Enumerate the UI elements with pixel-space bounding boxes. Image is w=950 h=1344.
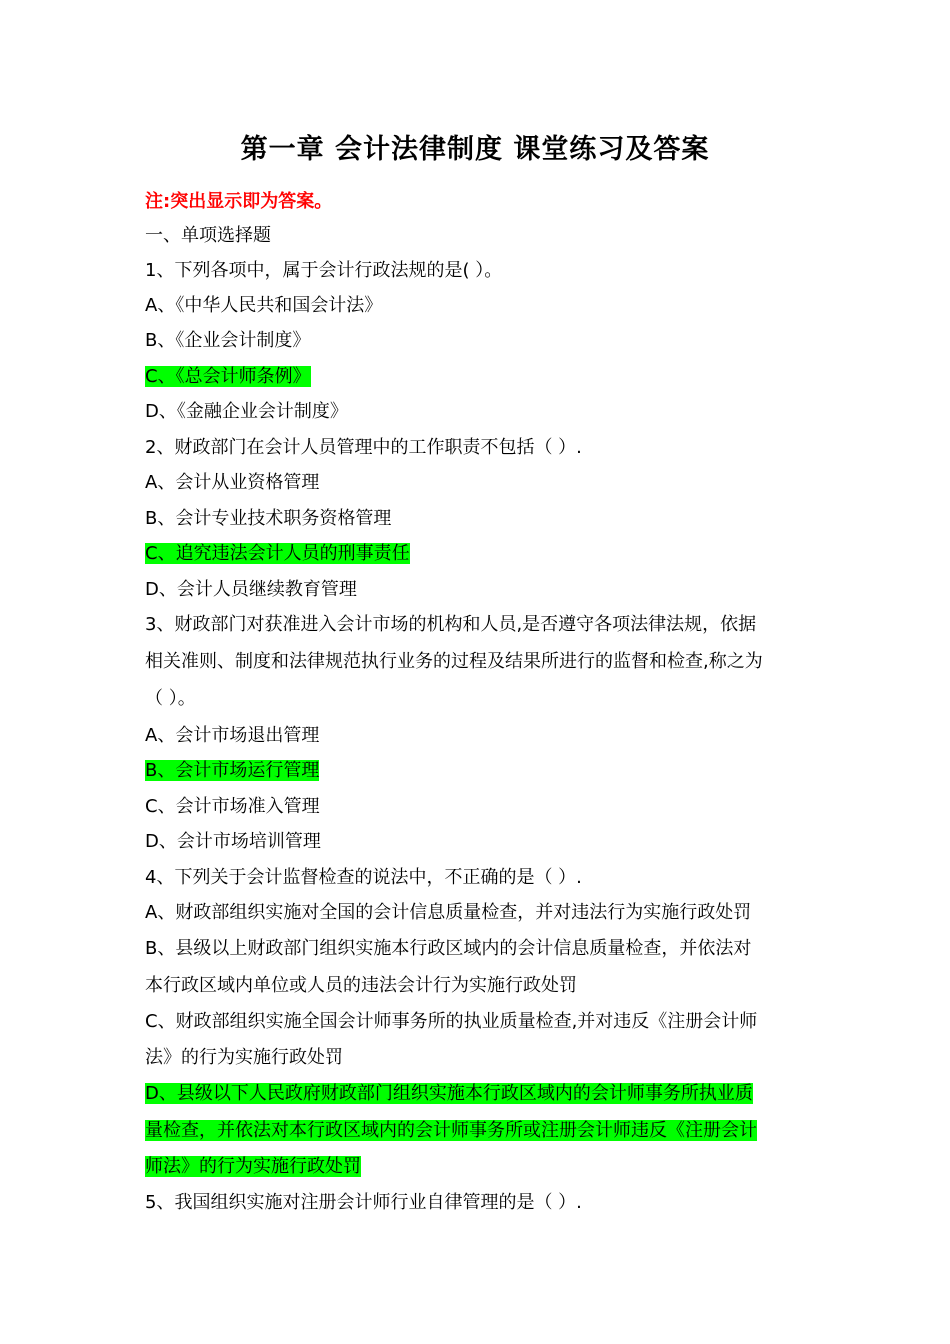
question-4: 4、下列关于会计监督检查的说法中，不正确的是（ ）.	[145, 867, 582, 888]
option-4a: A、财政部组织实施对全国的会计信息质量检查，并对违法行为实施行政处罚	[145, 902, 752, 923]
option-2a: A、会计从业资格管理	[145, 472, 320, 493]
option-1a: A、《中华人民共和国会计法》	[145, 295, 383, 316]
answer-4d-line-3: 师法》的行为实施行政处罚	[145, 1156, 361, 1177]
option-1b: B、《企业会计制度》	[145, 330, 311, 351]
option-4c-line-1: C、财政部组织实施全国会计师事务所的执业质量检查,并对违反《注册会计师	[145, 1011, 758, 1032]
answer-3b: B、会计市场运行管理	[145, 760, 320, 781]
question-5: 5、我国组织实施对注册会计师行业自律管理的是（ ）.	[145, 1192, 582, 1213]
option-3c: C、会计市场准入管理	[145, 796, 320, 817]
option-3a: A、会计市场退出管理	[145, 725, 320, 746]
page-title: 第一章 会计法律制度 课堂练习及答案	[240, 134, 710, 165]
option-4b-line-2: 本行政区域内单位或人员的违法会计行为实施行政处罚	[145, 975, 577, 996]
answer-4d-line-1: D、县级以下人民政府财政部门组织实施本行政区域内的会计师事务所执业质	[145, 1083, 753, 1104]
option-2d: D、会计人员继续教育管理	[145, 579, 357, 600]
answer-4d-line-2: 量检查，并依法对本行政区域内的会计师事务所或注册会计师违反《注册会计	[145, 1120, 757, 1141]
answer-2c: C、追究违法会计人员的刑事责任	[145, 543, 410, 564]
option-4b-line-1: B、县级以上财政部门组织实施本行政区域内的会计信息质量检查，并依法对	[145, 938, 752, 959]
question-3-line-3: （ ）。	[145, 688, 196, 709]
option-1d: D、《金融企业会计制度》	[145, 401, 348, 422]
question-1: 1、下列各项中，属于会计行政法规的是( ）。	[145, 260, 503, 281]
answer-1c: C、《总会计师条例》	[145, 366, 311, 387]
question-3-line-1: 3、财政部门对获准进入会计市场的机构和人员,是否遵守各项法律法规，依据	[145, 614, 757, 635]
option-4c-line-2: 法》的行为实施行政处罚	[145, 1047, 343, 1068]
answer-note: 注:突出显示即为答案。	[145, 191, 333, 212]
option-2b: B、会计专业技术职务资格管理	[145, 508, 392, 529]
question-3-line-2: 相关准则、制度和法律规范执行业务的过程及结果所进行的监督和检查,称之为	[145, 651, 763, 672]
question-2: 2、财政部门在会计人员管理中的工作职责不包括（ ）.	[145, 437, 582, 458]
option-3d: D、会计市场培训管理	[145, 831, 321, 852]
section-heading: 一、单项选择题	[145, 225, 271, 246]
